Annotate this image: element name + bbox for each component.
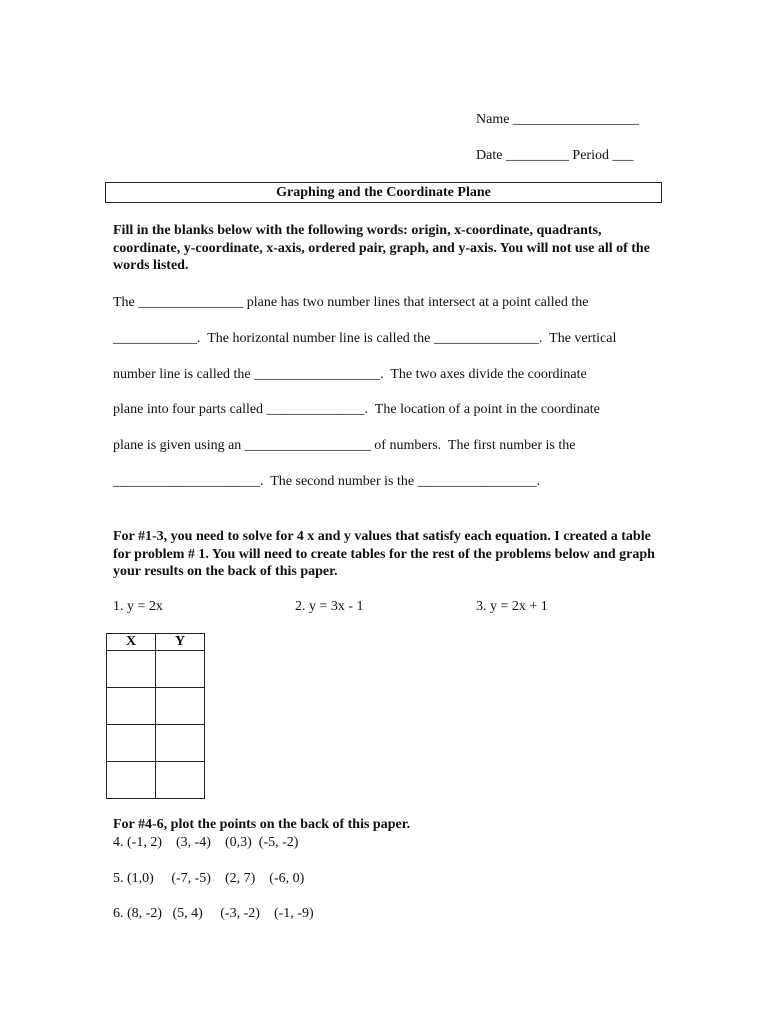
problem-1: 1. y = 2x xyxy=(113,599,163,614)
page-title: Graphing and the Coordinate Plane xyxy=(105,182,662,203)
x-cell[interactable] xyxy=(107,688,156,725)
y-column-header: Y xyxy=(156,634,205,651)
x-cell[interactable] xyxy=(107,725,156,762)
table-row xyxy=(107,651,205,688)
date-period-field[interactable]: Date _________ Period ___ xyxy=(476,148,634,163)
y-cell[interactable] xyxy=(156,725,205,762)
fill-in-line[interactable]: The _______________ plane has two number lines that intersect at a point called the xyxy=(113,295,589,310)
table-header-row xyxy=(107,634,205,651)
y-cell[interactable] xyxy=(156,651,205,688)
fill-in-line[interactable]: ____________. The horizontal number line is called the _______________. The vertical xyxy=(113,331,617,346)
x-cell[interactable] xyxy=(107,651,156,688)
equations-instructions: For #1-3, you need to solve for 4 x and y values that satisfy each equation. I created a table for problem # 1. You will need to create tables for the rest of the problems below and graph your results on the back of this paper. xyxy=(113,529,655,579)
table-row xyxy=(107,688,205,725)
plot-instructions: For #4-6, plot the points on the back of this paper. xyxy=(113,817,411,832)
y-cell[interactable] xyxy=(156,762,205,799)
fill-in-line[interactable]: _____________________. The second number is the _________________. xyxy=(113,474,541,489)
problem-4: 4. (-1, 2) (3, -4) (0,3) (-5, -2) xyxy=(113,835,299,850)
problem-5: 5. (1,0) (-7, -5) (2, 7) (-6, 0) xyxy=(113,871,305,886)
table-row xyxy=(107,762,205,799)
name-field[interactable]: Name __________________ xyxy=(476,112,639,127)
problem-6: 6. (8, -2) (5, 4) (-3, -2) (-1, -9) xyxy=(113,906,314,921)
fill-in-instructions: Fill in the blanks below with the following words: origin, x-coordinate, quadrants, coordinate, y-coordinate, x-axis, ordered pair, graph, and y-axis. You will not use all of the words listed. xyxy=(113,223,650,273)
x-column-header: X xyxy=(107,634,156,651)
fill-in-line[interactable]: plane into four parts called ______________. The location of a point in the coordinate xyxy=(113,402,600,417)
x-cell[interactable] xyxy=(107,762,156,799)
y-cell[interactable] xyxy=(156,688,205,725)
problem-2: 2. y = 3x - 1 xyxy=(295,599,364,614)
xy-table xyxy=(106,633,205,799)
fill-in-line[interactable]: number line is called the __________________. The two axes divide the coordinate xyxy=(113,367,587,382)
table-row xyxy=(107,725,205,762)
problem-3: 3. y = 2x + 1 xyxy=(476,599,548,614)
fill-in-line[interactable]: plane is given using an __________________ of numbers. The first number is the xyxy=(113,438,576,453)
